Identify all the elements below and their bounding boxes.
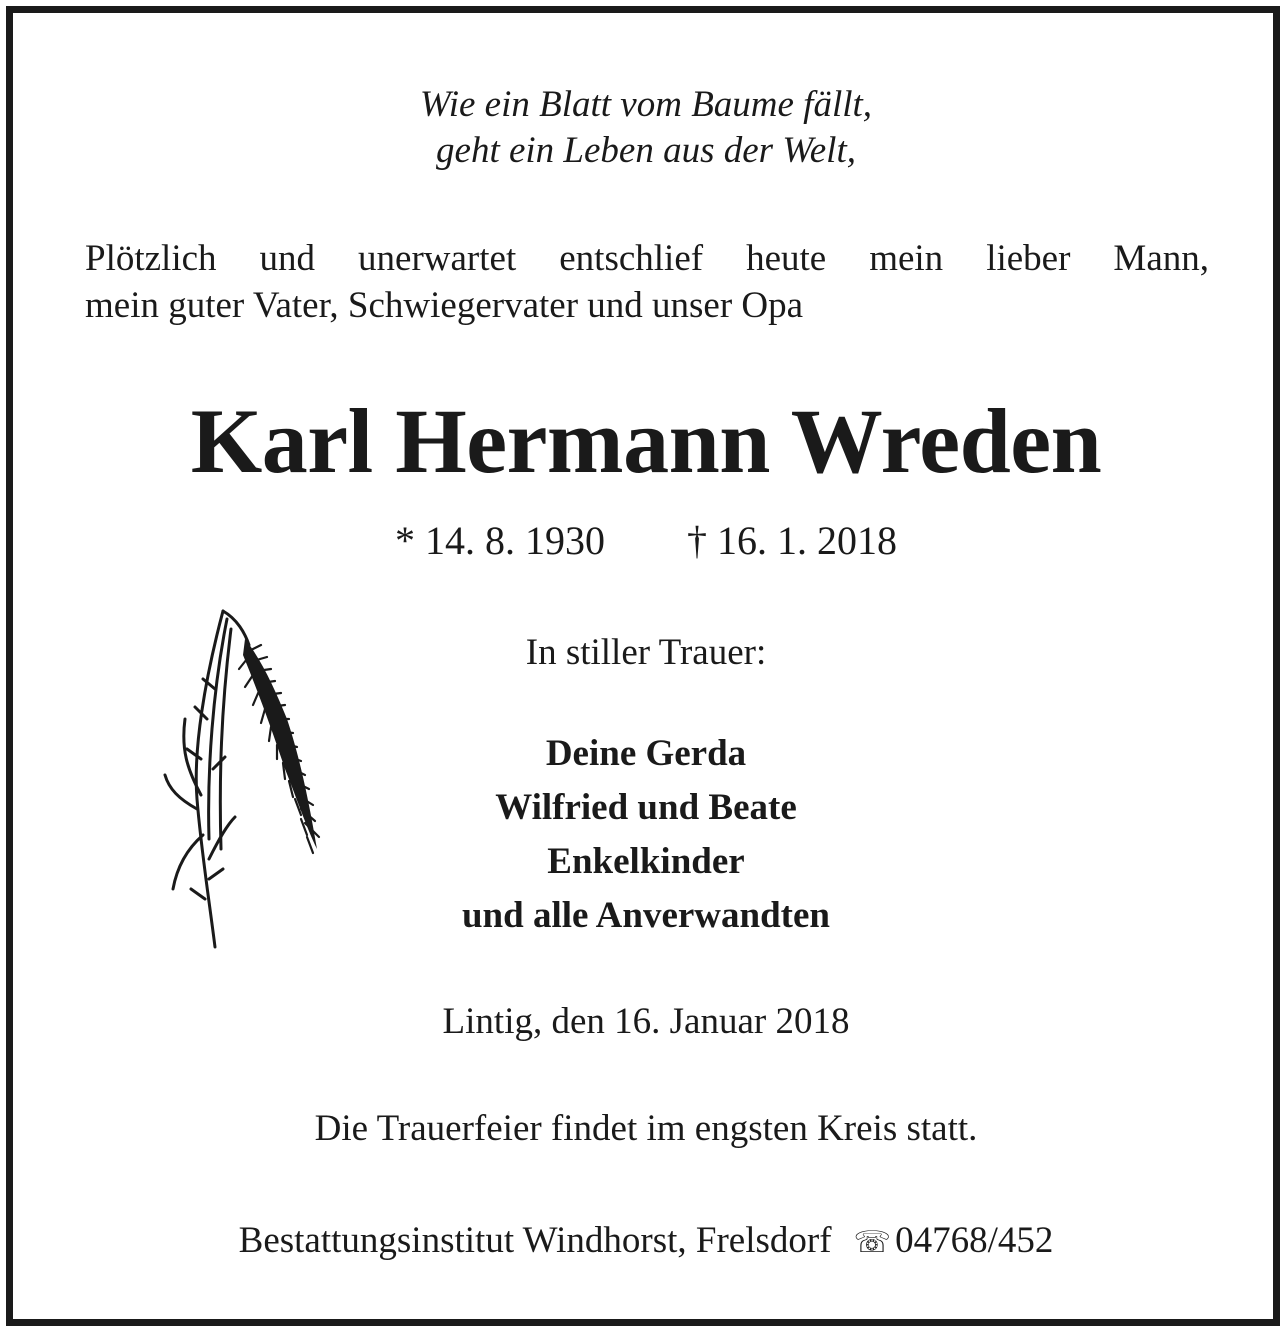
intro-line-2: mein guter Vater, Schwiegervater und unser Opa bbox=[85, 285, 804, 326]
mourner-2: Wilfried und Beate bbox=[495, 787, 797, 828]
intro-line-1: Plötzlich und unerwartet entschlief heute mein lieber Mann, bbox=[85, 238, 1209, 279]
undertaker-name: Bestattungsinstitut Windhorst, Frelsdorf bbox=[238, 1220, 832, 1261]
mourner-3: Enkelkinder bbox=[547, 841, 745, 882]
mourner-1: Deine Gerda bbox=[545, 733, 747, 774]
obituary-notice bbox=[6, 6, 1280, 1326]
intro-text bbox=[85, 235, 1209, 329]
poem-line-2: geht ein Leben aus der Welt, bbox=[436, 130, 856, 171]
death-date: † 16. 1. 2018 bbox=[687, 518, 897, 563]
poem-line-1: Wie ein Blatt vom Baume fällt, bbox=[419, 84, 873, 125]
mourning-heading: In stiller Trauer: bbox=[525, 632, 767, 673]
place-and-date: Lintig, den 16. Januar 2018 bbox=[442, 1001, 850, 1042]
telephone-icon: ☏ bbox=[853, 1225, 892, 1260]
life-dates bbox=[13, 518, 1279, 564]
phone-number: 04768/452 bbox=[895, 1220, 1054, 1261]
deceased-name: Karl Hermann Wreden bbox=[190, 390, 1102, 492]
ceremony-note: Die Trauerfeier findet im engsten Kreis statt. bbox=[314, 1108, 978, 1149]
undertaker-footer bbox=[13, 1218, 1279, 1266]
phone-contact bbox=[854, 1218, 1054, 1266]
mourner-4: und alle Anverwandten bbox=[461, 895, 830, 936]
birth-date: * 14. 8. 1930 bbox=[395, 518, 605, 563]
